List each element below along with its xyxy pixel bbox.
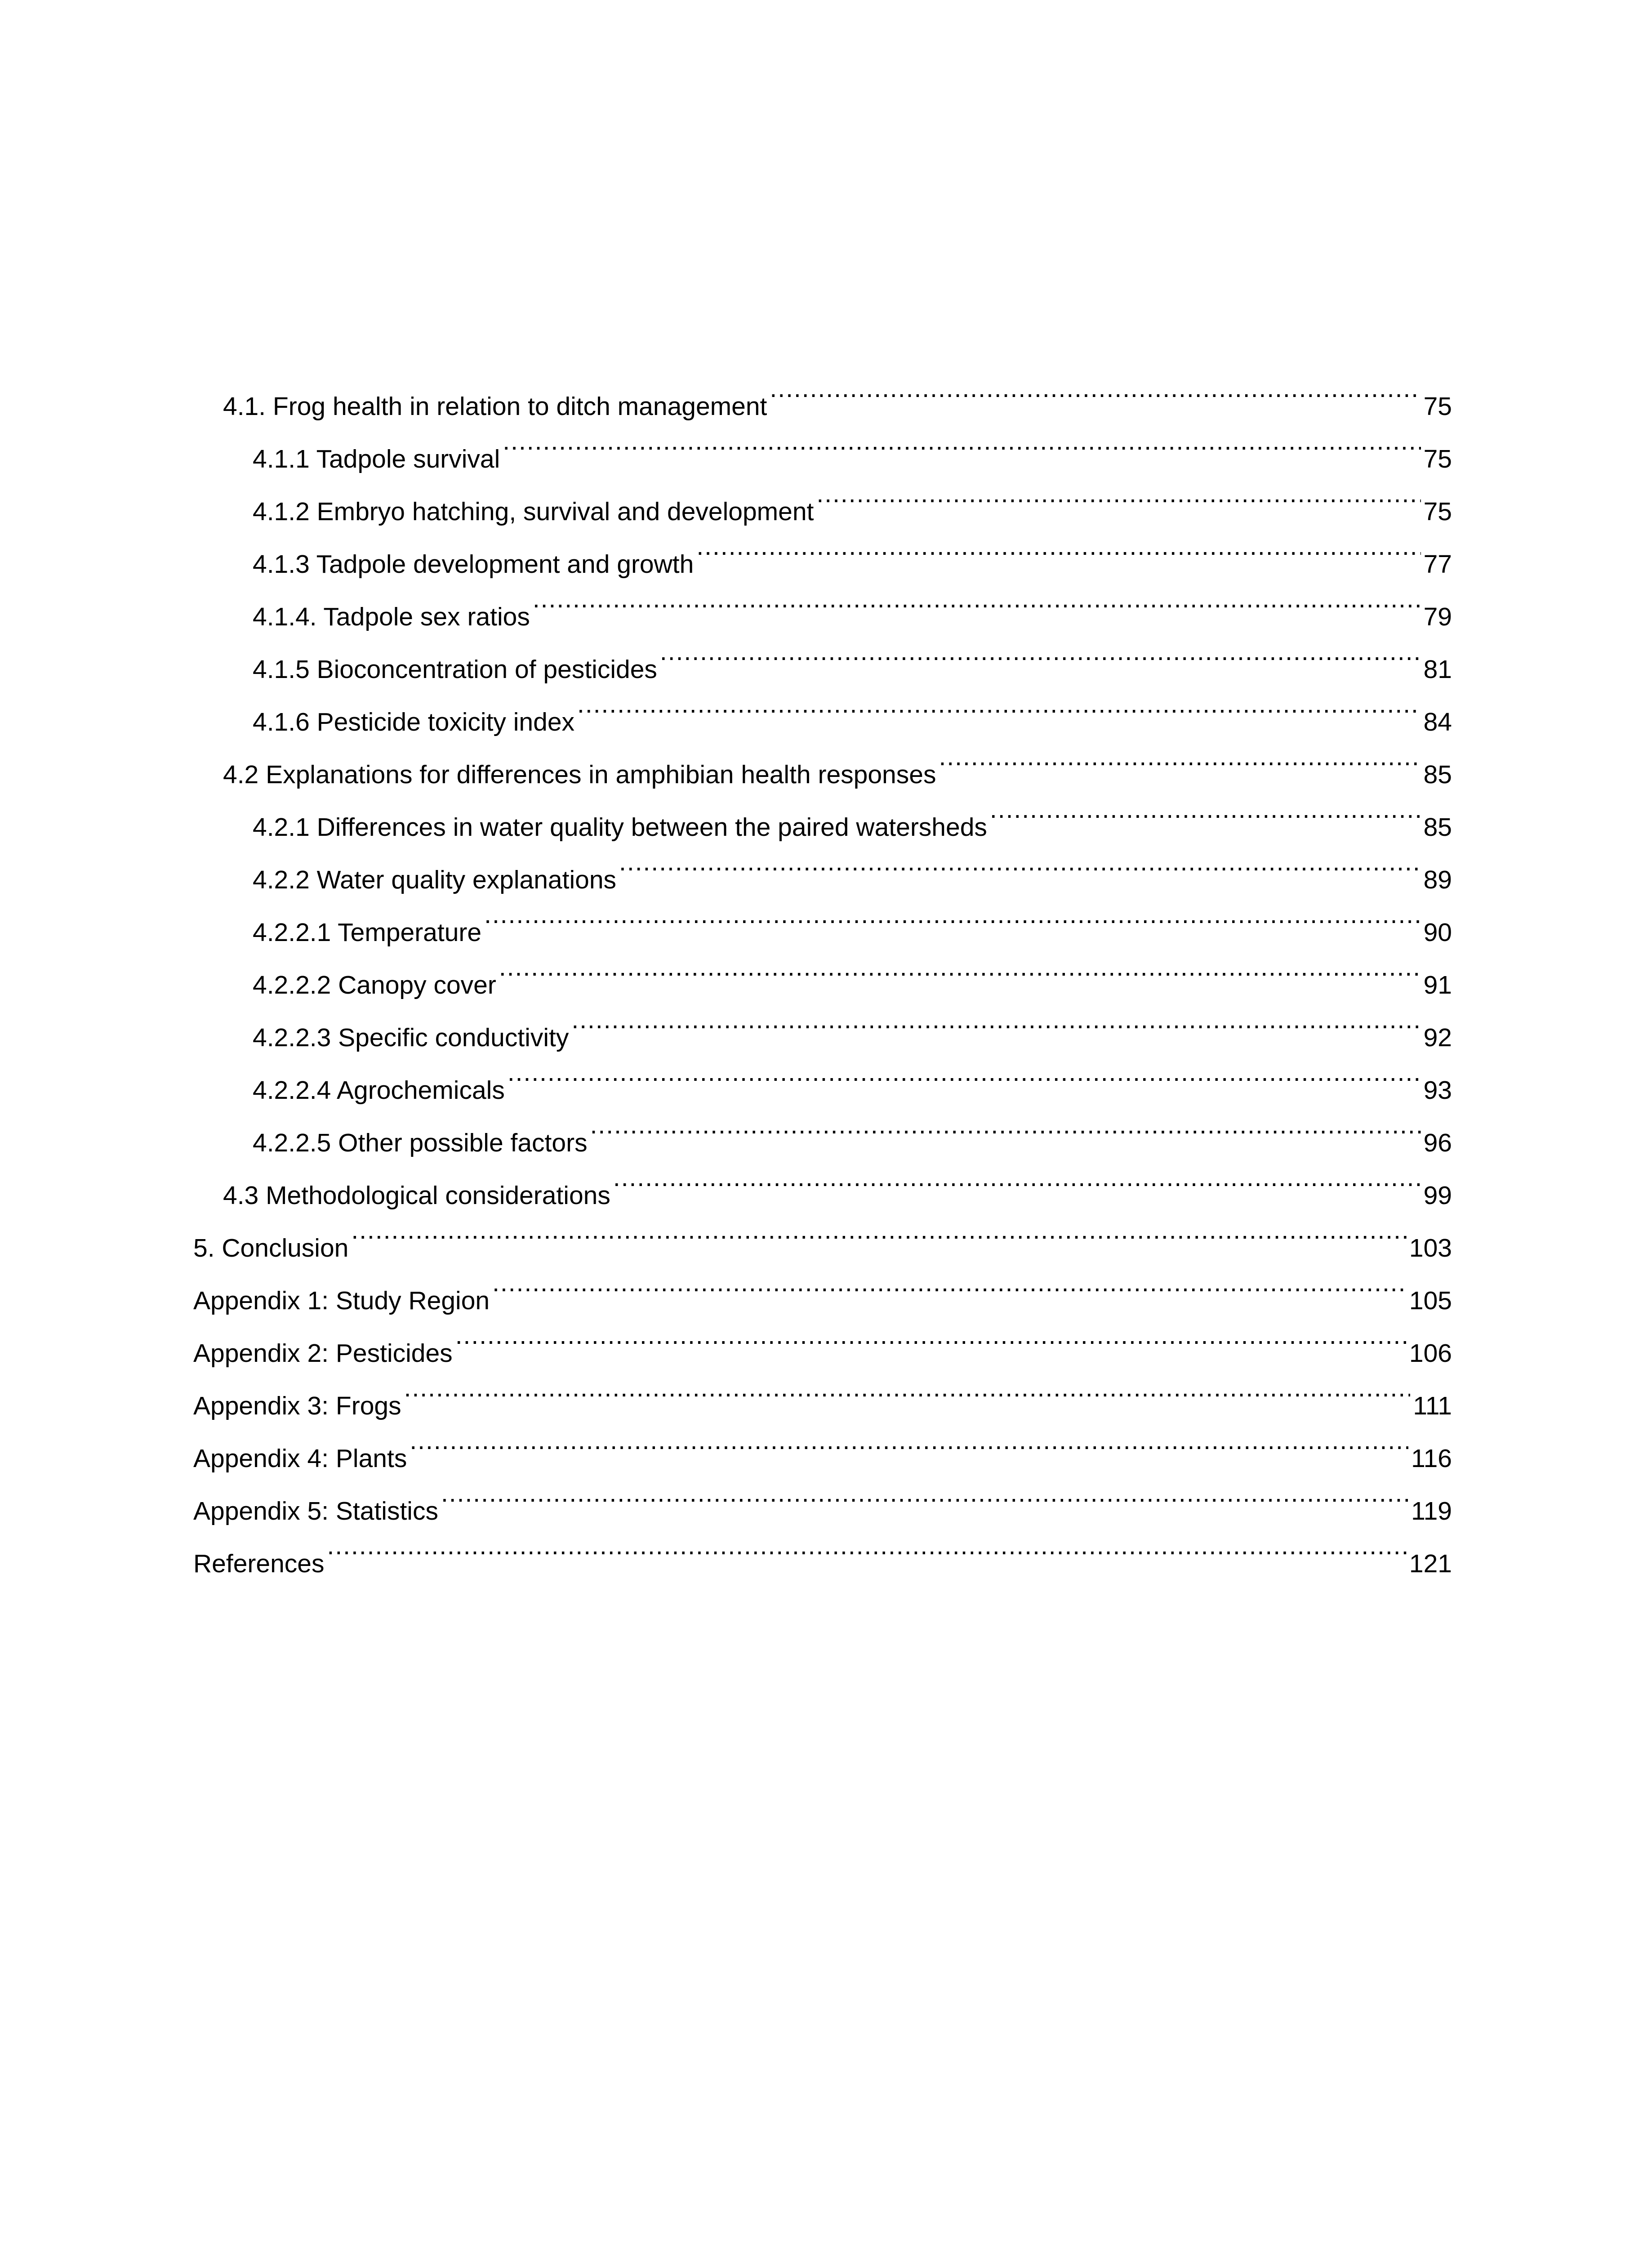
toc-page-number: 111 — [1410, 1380, 1452, 1432]
toc-dot-leader — [351, 1204, 1407, 1257]
toc-dot-leader — [441, 1467, 1408, 1520]
toc-entry[interactable] — [193, 1257, 1452, 1315]
toc-dot-leader — [577, 678, 1421, 731]
toc-entry-title: 4.1.1 Tadpole survival — [253, 445, 500, 473]
toc-dot-leader — [484, 888, 1420, 941]
toc-page-number: 84 — [1421, 696, 1452, 749]
toc-entry-title: 4.1.4. Tadpole sex ratios — [253, 602, 530, 631]
toc-dot-leader — [533, 573, 1421, 625]
toc-dot-leader — [939, 731, 1420, 783]
toc-page-number: 79 — [1421, 591, 1452, 643]
toc-page-number: 75 — [1421, 433, 1452, 486]
toc-dot-leader — [696, 520, 1420, 573]
toc-entry-title: 4.1.3 Tadpole development and growth — [253, 550, 694, 579]
toc-entry-title: 4.3 Methodological considerations — [223, 1181, 610, 1210]
toc-entry-title: 4.2.2.3 Specific conductivity — [253, 1023, 569, 1052]
toc-entry-title: Appendix 5: Statistics — [193, 1497, 438, 1525]
toc-page-number: 75 — [1421, 486, 1452, 538]
toc-entry[interactable] — [193, 1204, 1452, 1262]
toc-dot-leader — [404, 1362, 1411, 1414]
toc-entry-title: 5. Conclusion — [193, 1234, 349, 1262]
toc-entry-title: Appendix 1: Study Region — [193, 1286, 490, 1315]
toc-dot-leader — [816, 468, 1420, 520]
toc-entry[interactable] — [193, 1520, 1452, 1578]
toc-entry-title: 4.2 Explanations for differences in amphibian health responses — [223, 760, 936, 789]
toc-dot-leader — [990, 783, 1421, 836]
toc-page-number: 99 — [1421, 1169, 1452, 1222]
toc-entry-title: 4.1. Frog health in relation to ditch management — [223, 392, 767, 421]
toc-page-number: 90 — [1421, 906, 1452, 959]
toc-page-number: 119 — [1408, 1485, 1452, 1538]
toc-page-number: 89 — [1421, 854, 1452, 906]
toc-entry-title: 4.2.2.5 Other possible factors — [253, 1128, 588, 1157]
toc-page-number: 121 — [1407, 1538, 1452, 1590]
toc-entry-title: Appendix 3: Frogs — [193, 1392, 401, 1420]
toc-dot-leader — [410, 1414, 1408, 1467]
toc-entry-title: Appendix 2: Pesticides — [193, 1339, 453, 1368]
toc-entry-title: Appendix 4: Plants — [193, 1444, 407, 1473]
toc-dot-leader — [571, 994, 1420, 1046]
toc-entry-title: 4.2.2.4 Agrochemicals — [253, 1076, 505, 1105]
toc-dot-leader — [619, 836, 1421, 888]
toc-entry-title: 4.2.1 Differences in water quality between the paired watersheds — [253, 813, 987, 842]
toc-page-number: 103 — [1407, 1222, 1452, 1275]
toc-page-number: 91 — [1421, 959, 1452, 1012]
toc-entry-title: References — [193, 1549, 325, 1578]
toc-page-number: 116 — [1408, 1432, 1452, 1485]
toc-page-number: 106 — [1407, 1327, 1452, 1380]
toc-entry-title: 4.2.2.1 Temperature — [253, 918, 482, 947]
toc-page-number: 105 — [1407, 1275, 1452, 1327]
table-of-contents — [193, 362, 1452, 1578]
toc-page-number: 96 — [1421, 1117, 1452, 1169]
toc-dot-leader — [492, 1257, 1407, 1309]
toc-page-number: 81 — [1421, 643, 1452, 696]
toc-entry-title: 4.2.2 Water quality explanations — [253, 865, 617, 894]
toc-dot-leader — [499, 941, 1421, 994]
toc-page-number: 77 — [1421, 538, 1452, 591]
toc-page-number: 93 — [1421, 1064, 1452, 1117]
toc-dot-leader — [455, 1309, 1407, 1362]
toc-page-number: 85 — [1421, 801, 1452, 854]
toc-page-number: 75 — [1421, 380, 1452, 433]
toc-dot-leader — [508, 1046, 1421, 1099]
toc-dot-leader — [660, 625, 1421, 678]
toc-dot-leader — [613, 1151, 1421, 1204]
toc-dot-leader — [503, 415, 1420, 468]
toc-dot-leader — [770, 362, 1420, 415]
toc-entry-title: 4.2.2.2 Canopy cover — [253, 971, 496, 999]
toc-entry-title: 4.1.5 Bioconcentration of pesticides — [253, 655, 657, 684]
toc-page-number: 92 — [1421, 1012, 1452, 1064]
toc-entry[interactable] — [193, 362, 1452, 421]
toc-page-number: 85 — [1421, 749, 1452, 801]
toc-dot-leader — [327, 1520, 1407, 1572]
toc-entry-title: 4.1.6 Pesticide toxicity index — [253, 708, 575, 736]
toc-entry-title: 4.1.2 Embryo hatching, survival and development — [253, 497, 814, 526]
toc-dot-leader — [590, 1099, 1421, 1151]
